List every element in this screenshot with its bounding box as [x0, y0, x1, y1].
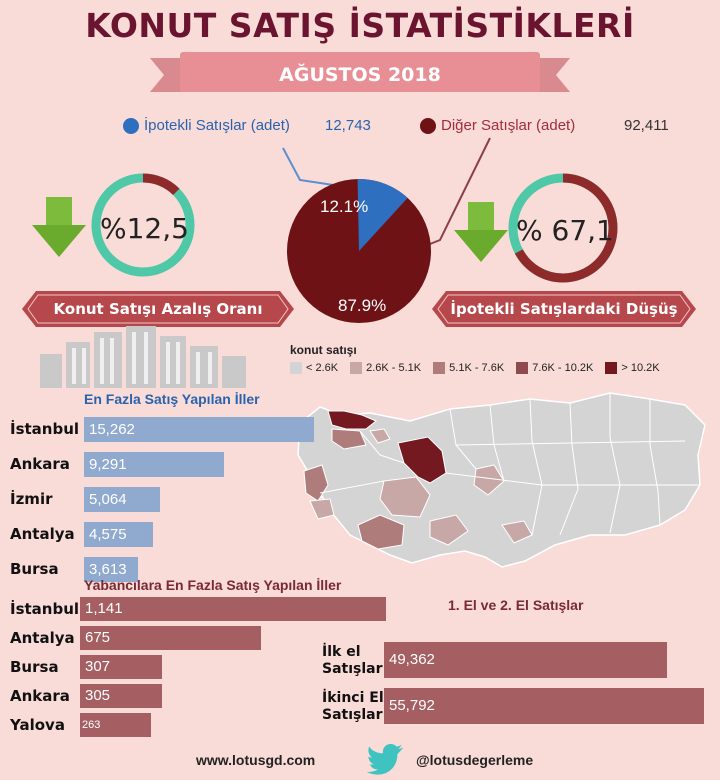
- bar-value-label: 305: [85, 687, 111, 704]
- bar: [384, 688, 704, 724]
- bar: [80, 713, 151, 737]
- map-legend-item: [516, 362, 593, 374]
- bar-value-label: 49,362: [389, 651, 435, 668]
- bar-value-label: 675: [85, 629, 111, 646]
- decline-banner-label: Konut Satışı Azalış Oranı: [53, 300, 263, 318]
- bar-category-label: İstanbul: [10, 600, 80, 618]
- bar: [80, 684, 162, 708]
- map-region-aydin: [310, 499, 334, 519]
- city-skyline-icon: [30, 322, 270, 388]
- bar-value-label: 4,575: [89, 526, 127, 543]
- legend-swatch: [516, 362, 528, 374]
- down-arrow-icon: [452, 200, 510, 264]
- bar-value-label: 1,141: [85, 600, 123, 617]
- legend-swatch: [290, 362, 302, 374]
- bar: [80, 597, 386, 621]
- bar: [80, 655, 162, 679]
- bar-value-label: 263: [82, 719, 101, 731]
- mortgage-drop-value: % 67,1: [516, 214, 614, 247]
- other-legend-dot: [420, 118, 436, 134]
- legend-label: 7.6K - 10.2K: [532, 362, 594, 374]
- mortgage-legend-dot: [123, 118, 139, 134]
- bar-category-label: Bursa: [10, 658, 59, 676]
- bar-category-label: Antalya: [10, 629, 75, 647]
- bar: [84, 487, 160, 512]
- map-legend: [290, 362, 660, 374]
- legend-swatch: [433, 362, 445, 374]
- bar-value-label: 5,064: [89, 491, 127, 508]
- bar-category-label: İkinci El Satışlar: [322, 690, 384, 723]
- twitter-bird-icon: [367, 744, 407, 776]
- page-title: KONUT SATIŞ İSTATİSTİKLERİ: [85, 6, 635, 45]
- bar-category-label: Bursa: [10, 560, 59, 578]
- bar: [84, 417, 314, 442]
- mortgage-drop-banner-label: İpotekli Satışlardaki Düşüş: [450, 300, 678, 318]
- pie-mortgage-pct: 12.1%: [320, 197, 369, 216]
- date-label: AĞUSTOS 2018: [279, 64, 441, 86]
- decline-rate-value: %12,5: [100, 212, 189, 245]
- bar-value-label: 307: [85, 658, 111, 675]
- down-arrow-icon: [30, 195, 88, 259]
- other-value: 92,411: [624, 117, 669, 134]
- mortgage-legend-label: İpotekli Satışlar (adet): [144, 117, 290, 134]
- bar-value-label: 9,291: [89, 456, 127, 473]
- turkey-province-map: [280, 385, 710, 590]
- bar-category-label: Antalya: [10, 525, 75, 543]
- bar-value-label: 3,613: [89, 561, 127, 578]
- legend-swatch: [350, 362, 362, 374]
- bar-category-label: Ankara: [10, 687, 70, 705]
- legend-label: < 2.6K: [306, 362, 339, 374]
- twitter-handle[interactable]: @lotusdegerleme: [416, 752, 534, 768]
- bar-category-label: İlk el Satışlar: [322, 644, 383, 677]
- bar-category-label: Yalova: [10, 716, 65, 734]
- bar-category-label: Ankara: [10, 455, 70, 473]
- bar-category-label: İstanbul: [10, 420, 80, 438]
- bar: [384, 642, 667, 678]
- map-legend-title: konut satışı: [290, 343, 357, 357]
- map-legend-item: [433, 362, 504, 374]
- pie-other-pct: 87.9%: [338, 296, 387, 315]
- other-legend-label: Diğer Satışlar (adet): [441, 117, 576, 134]
- top-cities-title: En Fazla Satış Yapılan İller: [84, 391, 260, 407]
- legend-label: 5.1K - 7.6K: [449, 362, 505, 374]
- hand-sales-title: 1. El ve 2. El Satışlar: [448, 597, 584, 613]
- map-legend-item: [605, 362, 659, 374]
- map-legend-item: [350, 362, 421, 374]
- legend-label: > 10.2K: [621, 362, 660, 374]
- map-legend-item: [290, 362, 338, 374]
- bar-value-label: 15,262: [89, 421, 135, 438]
- bar: [84, 522, 153, 547]
- mortgage-value: 12,743: [325, 117, 371, 134]
- bar-value-label: 55,792: [389, 697, 435, 714]
- legend-label: 2.6K - 5.1K: [366, 362, 422, 374]
- bar-category-label: İzmir: [10, 490, 53, 508]
- bar: [80, 626, 261, 650]
- website-link[interactable]: www.lotusgd.com: [196, 752, 316, 768]
- foreign-cities-title: Yabancılara En Fazla Satış Yapılan İller: [84, 577, 342, 593]
- legend-swatch: [605, 362, 617, 374]
- bar: [84, 452, 224, 477]
